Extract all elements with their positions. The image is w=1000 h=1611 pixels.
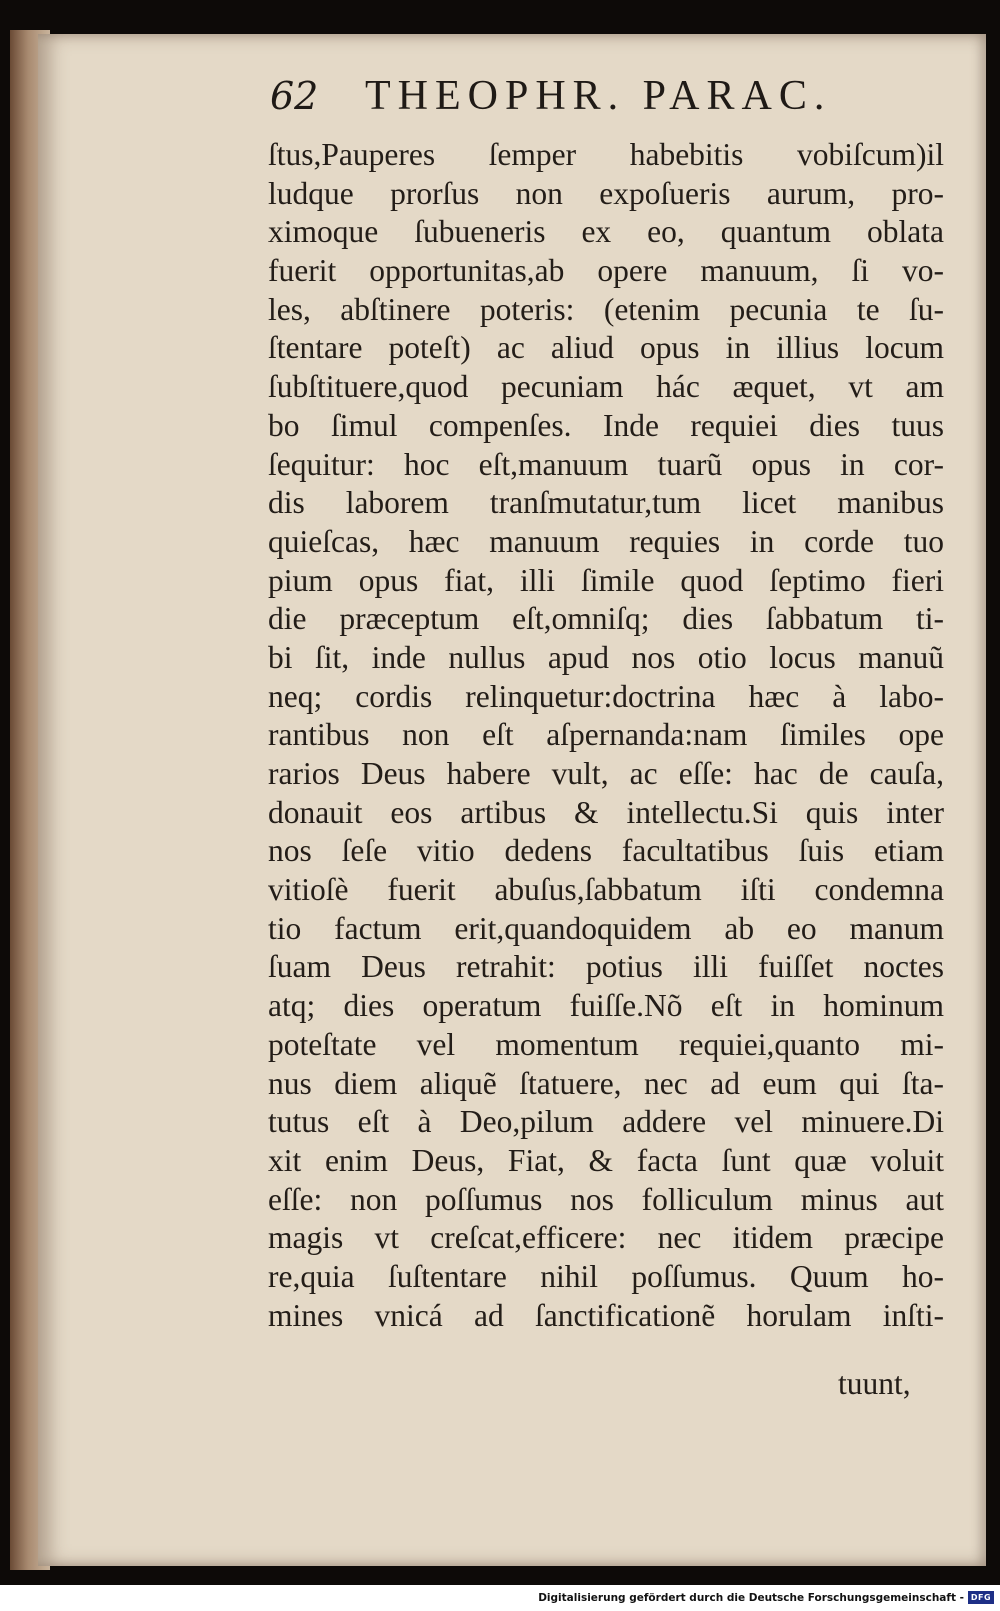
text-line: poteſtate vel momentum requiei,quanto mi-	[268, 1026, 944, 1062]
text-line: fuerit opportunitas,ab opere manuum, ſi vo-	[268, 253, 944, 289]
text-line: mines vnicá ad ſanctificationẽ horulam inſti-	[268, 1297, 944, 1333]
text-line: nos ſeſe vitio dedens facultatibus ſuis etiam	[268, 833, 944, 869]
text-line: ludque prorſus non expoſueris aurum, pro-	[268, 175, 944, 211]
text-line: rarios Deus habere vult, ac eſſe: hac de cauſa,	[268, 756, 944, 791]
running-head: THEOPHR. PARAC.	[365, 73, 832, 119]
text-line: eſſe: non poſſumus nos folliculum minus aut	[268, 1181, 944, 1217]
body-text	[268, 136, 944, 1335]
text-line: ſequitur: hoc eſt,manuum tuarũ opus in cor-	[268, 446, 944, 482]
digitization-footer	[0, 1585, 1000, 1611]
text-line: atq; dies operatum fuiſſe.Nõ eſt in hominum	[268, 988, 944, 1024]
text-line: dis laborem tranſmutatur,tum licet manibus	[268, 485, 944, 521]
text-line: ximoque ſubueneris ex eo, quantum oblata	[268, 214, 944, 250]
text-line: donauit eos artibus & intellectu.Si quis inter	[268, 794, 944, 830]
text-line: tutus eſt à Deo,pilum addere vel minuere.Di	[268, 1104, 944, 1140]
dfg-logo-icon: DFG	[968, 1591, 994, 1604]
text-line: ſtus,Pauperes ſemper habebitis vobiſcum)il	[268, 137, 944, 172]
text-line: bi ſit, inde nullus apud nos otio locus manuũ	[268, 639, 944, 675]
text-line: rantibus non eſt aſpernanda:nam ſimiles ope	[268, 717, 944, 753]
text-line: vitioſè fuerit abuſus,ſabbatum iſti condemna	[268, 872, 944, 908]
text-line: nus diem aliquẽ ſtatuere, nec ad eum qui ſta-	[268, 1065, 944, 1101]
text-line: neq; cordis relinquetur:doctrina hæc à labo-	[268, 678, 944, 714]
text-line: die præceptum eſt,omniſq; dies ſabbatum ti-	[268, 601, 944, 637]
catchword: tuunt,	[838, 1366, 911, 1401]
funding-credit: Digitalisierung gefördert durch die Deutsche Forschungsgemeinschaft -	[538, 1592, 964, 1604]
text-line: bo ſimul compenſes. Inde requiei dies tuus	[268, 407, 944, 443]
text-line: ſuam Deus retrahit: potius illi fuiſſet noctes	[268, 949, 944, 985]
text-line: re,quia ſuſtentare nihil poſſumus. Quum ho-	[268, 1258, 944, 1294]
text-line: pium opus fiat, illi ſimile quod ſeptimo fieri	[268, 562, 944, 598]
text-line: ſtentare poteſt) ac aliud opus in illius locum	[268, 330, 944, 366]
text-line: magis vt creſcat,efficere: nec itidem præcipe	[268, 1220, 944, 1256]
text-line: xit enim Deus, Fiat, & facta ſunt quæ voluit	[268, 1142, 944, 1178]
page-number: 62	[270, 74, 319, 118]
text-line: les, abſtinere poteris: (etenim pecunia te ſu-	[268, 291, 944, 327]
text-line: tio factum erit,quandoquidem ab eo manum	[268, 910, 944, 946]
text-line: quieſcas, hæc manuum requies in corde tuo	[268, 523, 944, 559]
text-line: ſubſtituere,quod pecuniam hác æquet, vt am	[268, 369, 944, 405]
